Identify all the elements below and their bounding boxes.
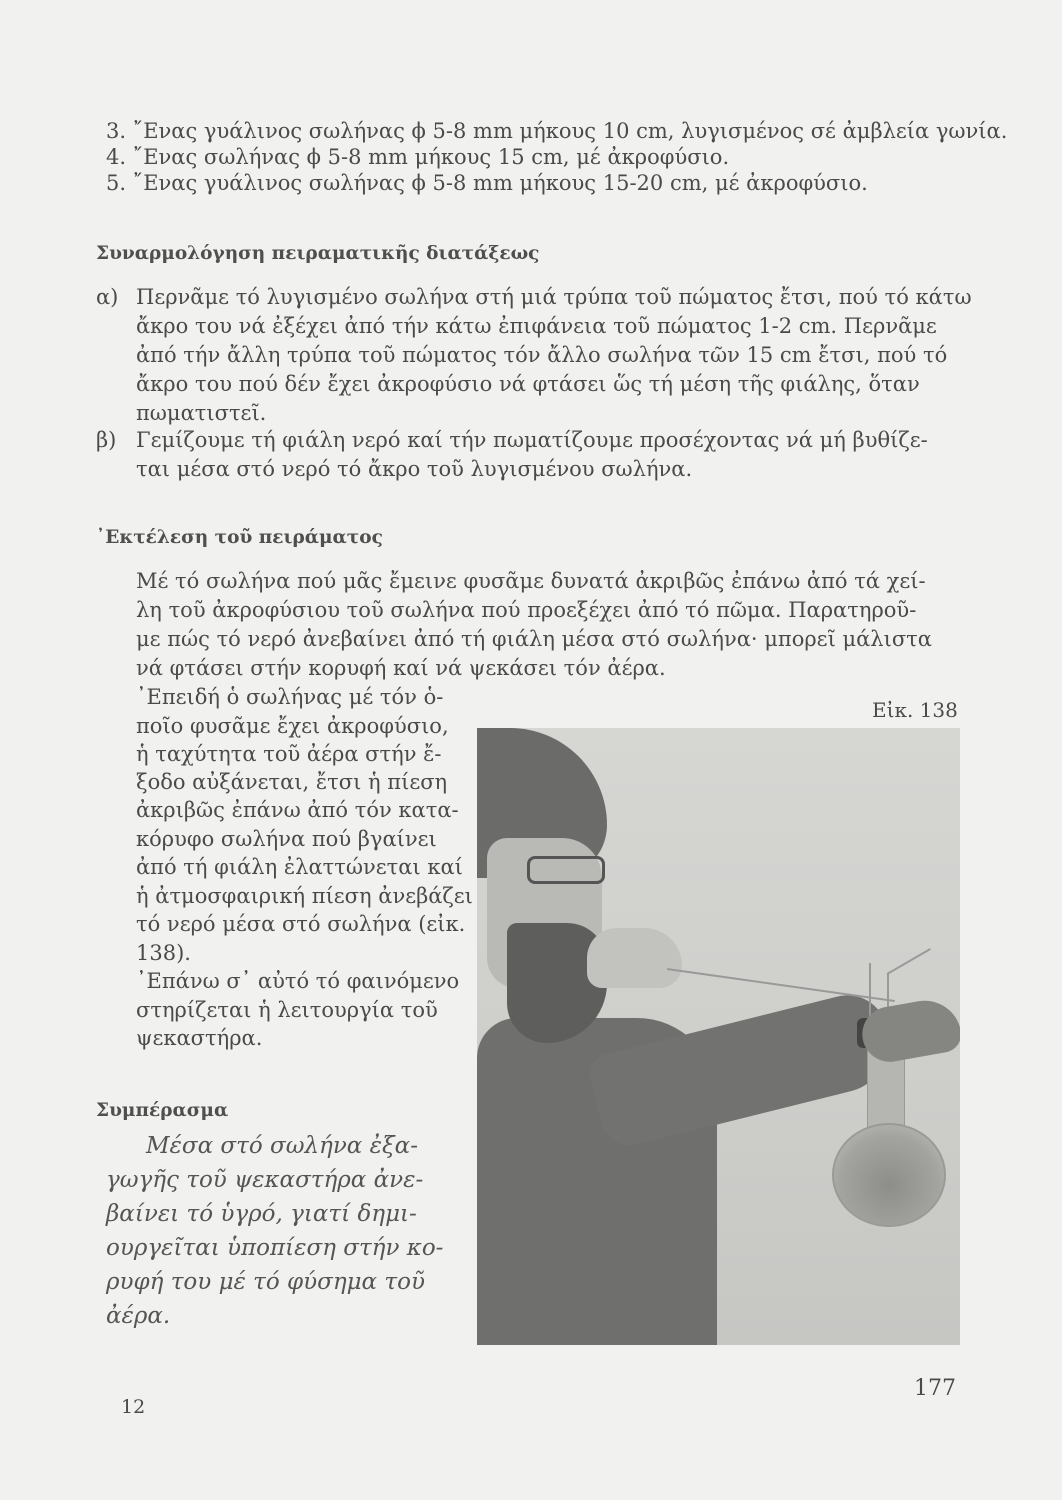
execution-heading: ᾿Εκτέλεση τοῦ πειράματος [96, 527, 383, 548]
figure-caption: Εἰκ. 138 [872, 698, 958, 722]
explanation-line: στηρίζεται ἡ λειτουργία τοῦ [136, 998, 438, 1022]
step-b-line: ται μέσα στό νερό τό ἄκρο τοῦ λυγισμένου σωλήνα. [136, 457, 693, 481]
conclusion-line: Μέσα στό σωλήνα ἐξα- [146, 1133, 418, 1159]
step-b-label: β) [96, 428, 117, 452]
explanation-line: ᾿Επειδή ὁ σωλήνας μέ τόν ὁ- [136, 685, 444, 709]
left-footer-number: 12 [121, 1396, 146, 1418]
explanation-line: ἀκριβῶς ἐπάνω ἀπό τόν κατα- [136, 798, 459, 822]
step-a-line: πωματιστεῖ. [136, 401, 267, 425]
student-hand-tube [587, 928, 682, 988]
explanation-line: τό νερό μέσα στό σωλήνα (εἰκ. [136, 912, 466, 936]
conclusion-line: βαίνει τό ὑγρό, γιατί δημι- [106, 1201, 417, 1227]
round-bottom-flask [832, 1123, 946, 1227]
assembly-heading: Συναρμολόγηση πειραματικῆς διατάξεως [96, 243, 540, 264]
execution-line: με πώς τό νερό ἀνεβαίνει ἀπό τή φιάλη μέσα στό σωλήνα· μπορεῖ μάλιστα [136, 627, 932, 651]
conclusion-line: ουργεῖται ὑποπίεση στήν κο- [106, 1235, 444, 1261]
step-a-line: ἄκρο του νά ἐξέχει ἀπό τήν κάτω ἐπιφάνεια τοῦ πώματος 1-2 cm. Περνᾶμε [136, 314, 937, 338]
conclusion-line: γωγῆς τοῦ ψεκαστήρα ἀνε- [106, 1167, 424, 1193]
conclusion-line: ρυφή του μέ τό φύσημα τοῦ [106, 1269, 425, 1295]
execution-line: νά φτάσει στήν κορυφή καί νά ψεκάσει τόν ἀέρα. [136, 656, 666, 680]
explanation-line: ποῖο φυσᾶμε ἔχει ἀκροφύσιο, [136, 714, 449, 738]
explanation-line: ᾿Επάνω σ᾽ αὐτό τό φαινόμενο [136, 969, 460, 993]
explanation-line: ψεκαστήρα. [136, 1026, 263, 1050]
step-a-label: α) [96, 285, 119, 309]
material-item-4: 4. ῎Ενας σωλήνας ϕ 5-8 mm μήκους 15 cm, μέ ἀκροφύσιο. [106, 145, 730, 169]
explanation-line: ἡ ταχύτητα τοῦ ἀέρα στήν ἔ- [136, 742, 442, 766]
step-a-line: ἄκρο του πού δέν ἔχει ἀκροφύσιο νά φτάσει ὥς τή μέση τῆς φιάλης, ὅταν [136, 372, 920, 396]
execution-line: λη τοῦ ἀκροφύσιου τοῦ σωλήνα πού προεξέχει ἀπό τό πῶμα. Παρατηροῦ- [136, 598, 917, 622]
conclusion-heading: Συμπέρασμα [96, 1100, 229, 1121]
explanation-line: 138). [136, 941, 191, 965]
step-a-line: Περνᾶμε τό λυγισμένο σωλήνα στή μιά τρύπα τοῦ πώματος ἔτσι, πού τό κάτω [136, 285, 972, 309]
material-item-5: 5. ῎Ενας γυάλινος σωλήνας ϕ 5-8 mm μήκους 15-20 cm, μέ ἀκροφύσιο. [106, 171, 868, 195]
explanation-line: κόρυφο σωλήνα πού βγαίνει [136, 827, 437, 851]
figure-138-photo [477, 728, 960, 1345]
material-item-3: 3. ῎Ενας γυάλινος σωλήνας ϕ 5-8 mm μήκους 10 cm, λυγισμένος σέ ἀμβλεία γωνία. [106, 119, 1008, 143]
execution-line: Μέ τό σωλήνα πού μᾶς ἔμεινε φυσᾶμε δυνατά ἀκριβῶς ἐπάνω ἀπό τά χεί- [136, 569, 926, 593]
explanation-line: ἡ ἀτμοσφαιρική πίεση ἀνεβάζει [136, 884, 473, 908]
step-a-line: ἀπό τήν ἄλλη τρύπα τοῦ πώματος τόν ἄλλο σωλήνα τῶν 15 cm ἔτσι, πού τό [136, 343, 948, 367]
glasses-icon [527, 856, 605, 884]
page-number: 177 [914, 1376, 956, 1401]
step-b-line: Γεμίζουμε τή φιάλη νερό καί τήν πωματίζουμε προσέχοντας νά μή βυθίζε- [136, 428, 928, 452]
conclusion-line: ἀέρα. [106, 1303, 171, 1329]
explanation-line: ἀπό τή φιάλη ἐλαττώνεται καί [136, 855, 463, 879]
explanation-line: ξοδο αὐξάνεται, ἔτσι ἡ πίεση [136, 770, 448, 794]
